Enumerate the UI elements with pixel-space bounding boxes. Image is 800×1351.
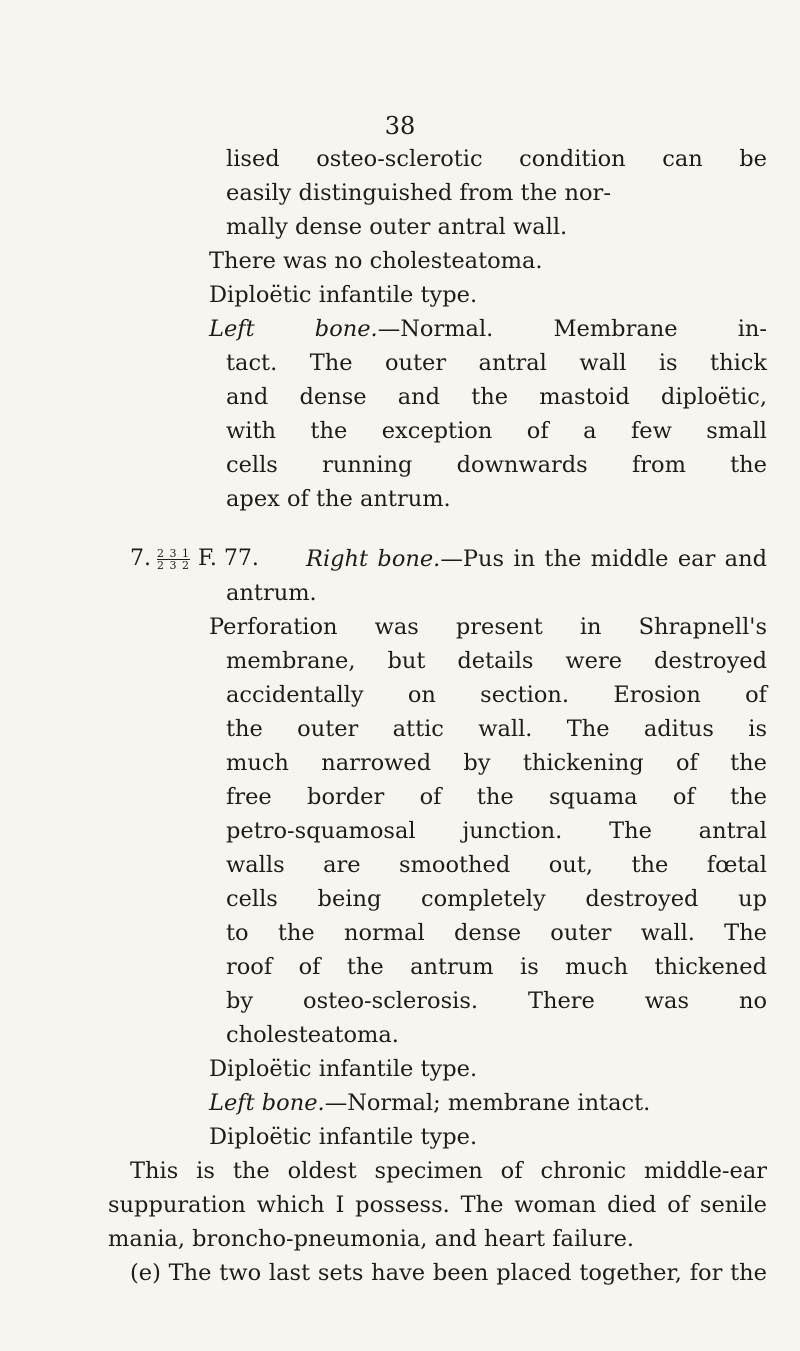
text-line: apex of the antrum. xyxy=(226,486,451,512)
text-span: —Pus in the middle ear and xyxy=(440,546,767,572)
bone-heading: Right bone. xyxy=(306,546,441,572)
text-line: by osteo-sclerosis. There was no xyxy=(226,988,767,1014)
text-line: to the normal dense outer wall. The xyxy=(226,920,767,946)
text-line xyxy=(130,1256,767,1290)
text-line: free border of the squama of the xyxy=(226,784,767,810)
text-line: petro-squamosal junction. The antral xyxy=(226,818,767,844)
text-line xyxy=(306,542,767,576)
text-line: membrane, but details were destroyed xyxy=(226,648,767,674)
text-line: and dense and the mastoid diploëtic, xyxy=(226,384,767,410)
text-line: Diploëtic infantile type. xyxy=(209,1056,478,1082)
text-line: Diploëtic infantile type. xyxy=(209,282,478,308)
text-line: cells running downwards from the xyxy=(226,452,767,478)
text-line: easily distinguished from the nor- xyxy=(226,180,611,206)
text-line: There was no cholesteatoma. xyxy=(209,248,543,274)
text-span: The two last sets have been placed together, for the xyxy=(168,1260,767,1286)
specimen-number: F. 77. xyxy=(198,546,259,571)
bone-heading: Left bone. xyxy=(209,1090,325,1116)
section-label: (e) xyxy=(130,1260,161,1286)
text-line: tact. The outer antral wall is thick xyxy=(226,350,767,376)
text-line: mania, broncho-pneumonia, and heart failure. xyxy=(108,1226,635,1252)
specimen-reference xyxy=(130,542,259,576)
text-line: Diploëtic infantile type. xyxy=(209,1124,478,1150)
text-line xyxy=(209,1086,650,1120)
fraction-bottom: 2 3 2 xyxy=(157,558,190,572)
text-line: Perforation was present in Shrapnell's xyxy=(209,614,767,640)
text-line: walls are smoothed out, the fœtal xyxy=(226,852,767,878)
text-line: mally dense outer antral wall. xyxy=(226,214,568,240)
text-line: lised osteo-sclerotic condition can be xyxy=(226,146,767,172)
page-number: 38 xyxy=(384,112,416,140)
text-span: —Normal; membrane intact. xyxy=(324,1090,651,1116)
text-line: accidentally on section. Erosion of xyxy=(226,682,767,708)
text-line: cholesteatoma. xyxy=(226,1022,399,1048)
text-line: suppuration which I possess. The woman died of senile xyxy=(108,1192,767,1218)
bone-heading: Left bone. xyxy=(209,316,378,342)
text-span: —Normal. Membrane in- xyxy=(377,316,768,342)
text-line xyxy=(209,312,767,346)
fraction-top: 2 3 1 xyxy=(157,546,190,560)
fraction xyxy=(157,548,190,571)
text-line: the outer attic wall. The aditus is xyxy=(226,716,767,742)
item-number: 7. xyxy=(130,546,151,571)
text-line: roof of the antrum is much thickened xyxy=(226,954,767,980)
text-line: cells being completely destroyed up xyxy=(226,886,767,912)
text-line: antrum. xyxy=(226,580,317,606)
text-line: This is the oldest specimen of chronic middle-ear xyxy=(130,1158,767,1184)
text-line: much narrowed by thickening of the xyxy=(226,750,767,776)
text-line: with the exception of a few small xyxy=(226,418,767,444)
